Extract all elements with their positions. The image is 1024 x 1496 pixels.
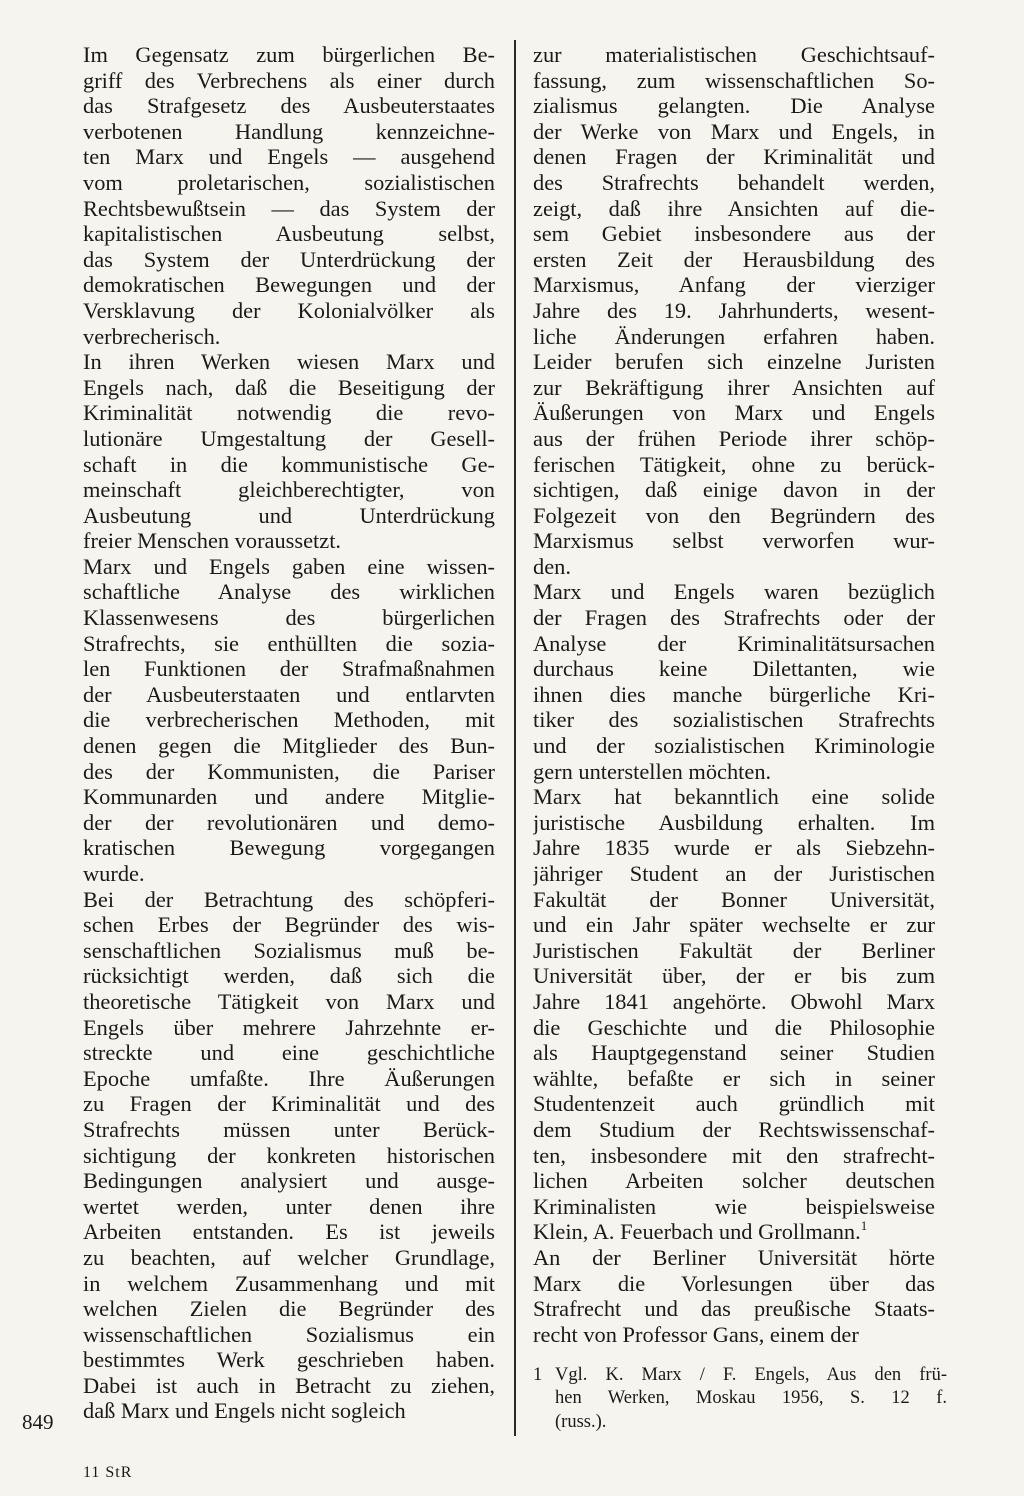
text-line: Marxismus, Anfang der vierziger xyxy=(533,272,935,298)
text-line: ten Marx und Engels — ausgehend xyxy=(83,144,495,170)
text-line: durchaus keine Dilettanten, wie xyxy=(533,656,935,682)
text-line: Marx hat bekanntlich eine solide xyxy=(533,784,935,810)
text-line: zur materialistischen Geschichtsauf- xyxy=(533,42,935,67)
text-line: der der revolutionären und demo- xyxy=(83,809,495,835)
text-line: senschaftlichen Sozialismus muß be- xyxy=(83,937,495,963)
text-line: lichen Arbeiten solcher deutschen xyxy=(533,1168,935,1194)
text-line: recht von Professor Gans, einem der xyxy=(533,1321,859,1347)
text-line: Arbeiten entstanden. Es ist jeweils xyxy=(83,1219,495,1245)
text-line: denen gegen die Mitglieder des Bun- xyxy=(83,733,495,759)
text-line: die Geschichte und die Philosophie xyxy=(533,1014,935,1040)
text-line: jähriger Student an der Juristischen xyxy=(533,861,935,886)
text-line: schen Erbes der Begründer des wis- xyxy=(83,912,495,938)
text-line: kratischen Bewegung vorgegangen xyxy=(83,835,495,861)
text-line: sem Gebiet insbesondere aus der xyxy=(533,221,935,247)
text-line: den. xyxy=(533,553,571,579)
text-line: gern unterstellen möchten. xyxy=(533,758,772,784)
text-line: ersten Zeit der Herausbildung des xyxy=(533,246,935,272)
text-line: der Werke von Marx und Engels, in xyxy=(533,118,935,144)
text-line: Strafrechts müssen unter Berück- xyxy=(83,1116,495,1142)
text-line: Klein, A. Feuerbach und Grollmann.$^1$ xyxy=(533,1219,868,1245)
text-line: des der Kommunisten, die Pariser xyxy=(83,758,495,784)
text-line: Epoche umfaßte. Ihre Äußerungen xyxy=(83,1065,495,1091)
text-line: vom proletarischen, sozialistischen xyxy=(83,169,495,195)
text-line: zur Bekräftigung ihrer Ansichten auf xyxy=(533,374,935,400)
text-line: des Strafrechts behandelt werden, xyxy=(533,169,935,195)
text-line: Folgezeit von den Begründern des xyxy=(533,502,935,528)
text-line: Klassenwesens des bürgerlichen xyxy=(83,605,495,631)
text-line: Bei der Betrachtung des schöpferi- xyxy=(83,886,495,912)
text-line: ihnen dies manche bürgerliche Kri- xyxy=(533,681,935,707)
text-line: Engels nach, daß die Beseitigung der xyxy=(83,374,495,400)
text-line: len Funktionen der Strafmaßnahmen xyxy=(83,656,495,682)
text-line: theoretische Tätigkeit von Marx und xyxy=(83,988,495,1014)
text-line: In ihren Werken wiesen Marx und xyxy=(83,349,495,375)
text-line: in welchem Zusammenhang und mit xyxy=(83,1270,495,1296)
text-line: Marx die Vorlesungen über das xyxy=(533,1270,935,1296)
text-line: Dabei ist auch in Betracht zu ziehen, xyxy=(83,1372,495,1398)
text-line: verbotenen Handlung kennzeichne- xyxy=(83,118,495,144)
text-line: Strafrechts, sie enthüllten die sozia- xyxy=(83,630,495,656)
text-line: sichtigung der konkreten historischen xyxy=(83,1142,495,1168)
text-line: wissenschaftlichen Sozialismus ein xyxy=(83,1321,495,1347)
text-line: verbrecherisch. xyxy=(83,323,221,349)
text-line: Juristischen Fakultät der Berliner xyxy=(533,937,935,963)
text-line: Marx und Engels waren bezüglich xyxy=(533,579,935,605)
text-line: demokratischen Bewegungen und der xyxy=(83,272,495,298)
text-line: und ein Jahr später wechselte er zur xyxy=(533,912,935,938)
text-line: liche Änderungen erfahren haben. xyxy=(533,323,935,349)
text-line: An der Berliner Universität hörte xyxy=(533,1244,935,1270)
text-line: Äußerungen von Marx und Engels xyxy=(533,400,935,426)
text-line: denen Fragen der Kriminalität und xyxy=(533,144,935,170)
footnote-number: 1 xyxy=(533,1365,543,1385)
text-line: das System der Unterdrückung der xyxy=(83,246,495,272)
page-number: 849 xyxy=(22,1410,54,1434)
footnote-line: 1 Vgl. K. Marx / F. Engels, Aus den frü- xyxy=(533,1364,947,1387)
text-line: sichtigen, daß einige davon in der xyxy=(533,477,935,503)
text-line: der Ausbeuterstaaten und entlarvten xyxy=(83,681,495,707)
text-line: welchen Zielen die Begründer des xyxy=(83,1296,495,1322)
text-line: Rechtsbewußtsein — das System der xyxy=(83,195,495,221)
footnote-line: (russ.). xyxy=(555,1411,607,1432)
left-column xyxy=(83,42,495,1424)
column-rule xyxy=(514,40,516,1436)
text-line: zialismus gelangten. Die Analyse xyxy=(533,93,935,119)
text-line: und der sozialistischen Kriminologie xyxy=(533,733,935,759)
text-line: wurde. xyxy=(83,861,145,886)
text-line: aus der frühen Periode ihrer schöp- xyxy=(533,425,935,451)
printer-signature: 11 StR xyxy=(83,1464,133,1481)
text-line: juristische Ausbildung erhalten. Im xyxy=(533,809,935,835)
text-line: das Strafgesetz des Ausbeuterstaates xyxy=(83,93,495,119)
text-line: Kriminalisten wie beispielsweise xyxy=(533,1193,935,1219)
text-line: lutionäre Umgestaltung der Gesell- xyxy=(83,425,495,451)
footnote-reference: 1 xyxy=(860,1219,868,1234)
text-line: Kommunarden und andere Mitglie- xyxy=(83,784,495,810)
text-line: griff des Verbrechens als einer durch xyxy=(83,67,495,93)
text-line: kapitalistischen Ausbeutung selbst, xyxy=(83,221,495,247)
text-line: freier Menschen voraussetzt. xyxy=(83,528,342,554)
text-line: Analyse der Kriminalitätsursachen xyxy=(533,630,935,656)
right-column xyxy=(533,42,935,1347)
text-line: ferischen Tätigkeit, ohne zu berück- xyxy=(533,451,935,477)
footnotes xyxy=(533,1364,947,1434)
text-line: der Fragen des Strafrechts oder der xyxy=(533,605,935,631)
text-line: Fakultät der Bonner Universität, xyxy=(533,886,935,912)
text-line: schaft in die kommunistische Ge- xyxy=(83,451,495,477)
text-line: schaftliche Analyse des wirklichen xyxy=(83,579,495,605)
text-line: Kriminalität notwendig die revo- xyxy=(83,400,495,426)
text-line: dem Studium der Rechtswissenschaf- xyxy=(533,1116,935,1142)
text-line: Strafrecht und das preußische Staats- xyxy=(533,1296,935,1322)
text-line: die verbrecherischen Methoden, mit xyxy=(83,707,495,733)
text-line: zu Fragen der Kriminalität und des xyxy=(83,1091,495,1117)
text-line: rücksichtigt werden, daß sich die xyxy=(83,963,495,989)
footnote-line: hen Werken, Moskau 1956, S. 12 f. xyxy=(555,1388,947,1409)
text-line: wertet werden, unter denen ihre xyxy=(83,1193,495,1219)
text-line: zu beachten, auf welcher Grundlage, xyxy=(83,1244,495,1270)
text-line: Universität über, der er bis zum xyxy=(533,963,935,989)
text-line: Leider berufen sich einzelne Juristen xyxy=(533,349,935,375)
text-line: Studentenzeit auch gründlich mit xyxy=(533,1091,935,1117)
text-line: fassung, zum wissenschaftlichen So- xyxy=(533,67,935,93)
text-line: bestimmtes Werk geschrieben haben. xyxy=(83,1347,495,1373)
text-line: meinschaft gleichberechtigter, von xyxy=(83,477,495,503)
text-line: Jahre 1835 wurde er als Siebzehn- xyxy=(533,835,935,861)
text-line: ten, insbesondere mit den strafrecht- xyxy=(533,1142,935,1168)
text-line: daß Marx und Engels nicht sogleich xyxy=(83,1398,406,1424)
text-line: Im Gegensatz zum bürgerlichen Be- xyxy=(83,42,495,67)
text-line: Jahre 1841 angehörte. Obwohl Marx xyxy=(533,988,935,1014)
text-line: tiker des sozialistischen Strafrechts xyxy=(533,707,935,733)
text-line: Marxismus selbst verworfen wur- xyxy=(533,528,935,554)
text-line: Ausbeutung und Unterdrückung xyxy=(83,502,495,528)
text-line: zeigt, daß ihre Ansichten auf die- xyxy=(533,195,935,221)
text-line: Versklavung der Kolonialvölker als xyxy=(83,297,495,323)
text-line: Marx und Engels gaben eine wissen- xyxy=(83,553,495,579)
text-line: Bedingungen analysiert und ausge- xyxy=(83,1168,495,1194)
text-line: streckte und eine geschichtliche xyxy=(83,1040,495,1066)
text-line: wählte, befaßte er sich in seiner xyxy=(533,1065,935,1091)
text-line: Jahre des 19. Jahrhunderts, wesent- xyxy=(533,297,935,323)
text-line: Engels über mehrere Jahrzehnte er- xyxy=(83,1014,495,1040)
text-line: als Hauptgegenstand seiner Studien xyxy=(533,1040,935,1066)
